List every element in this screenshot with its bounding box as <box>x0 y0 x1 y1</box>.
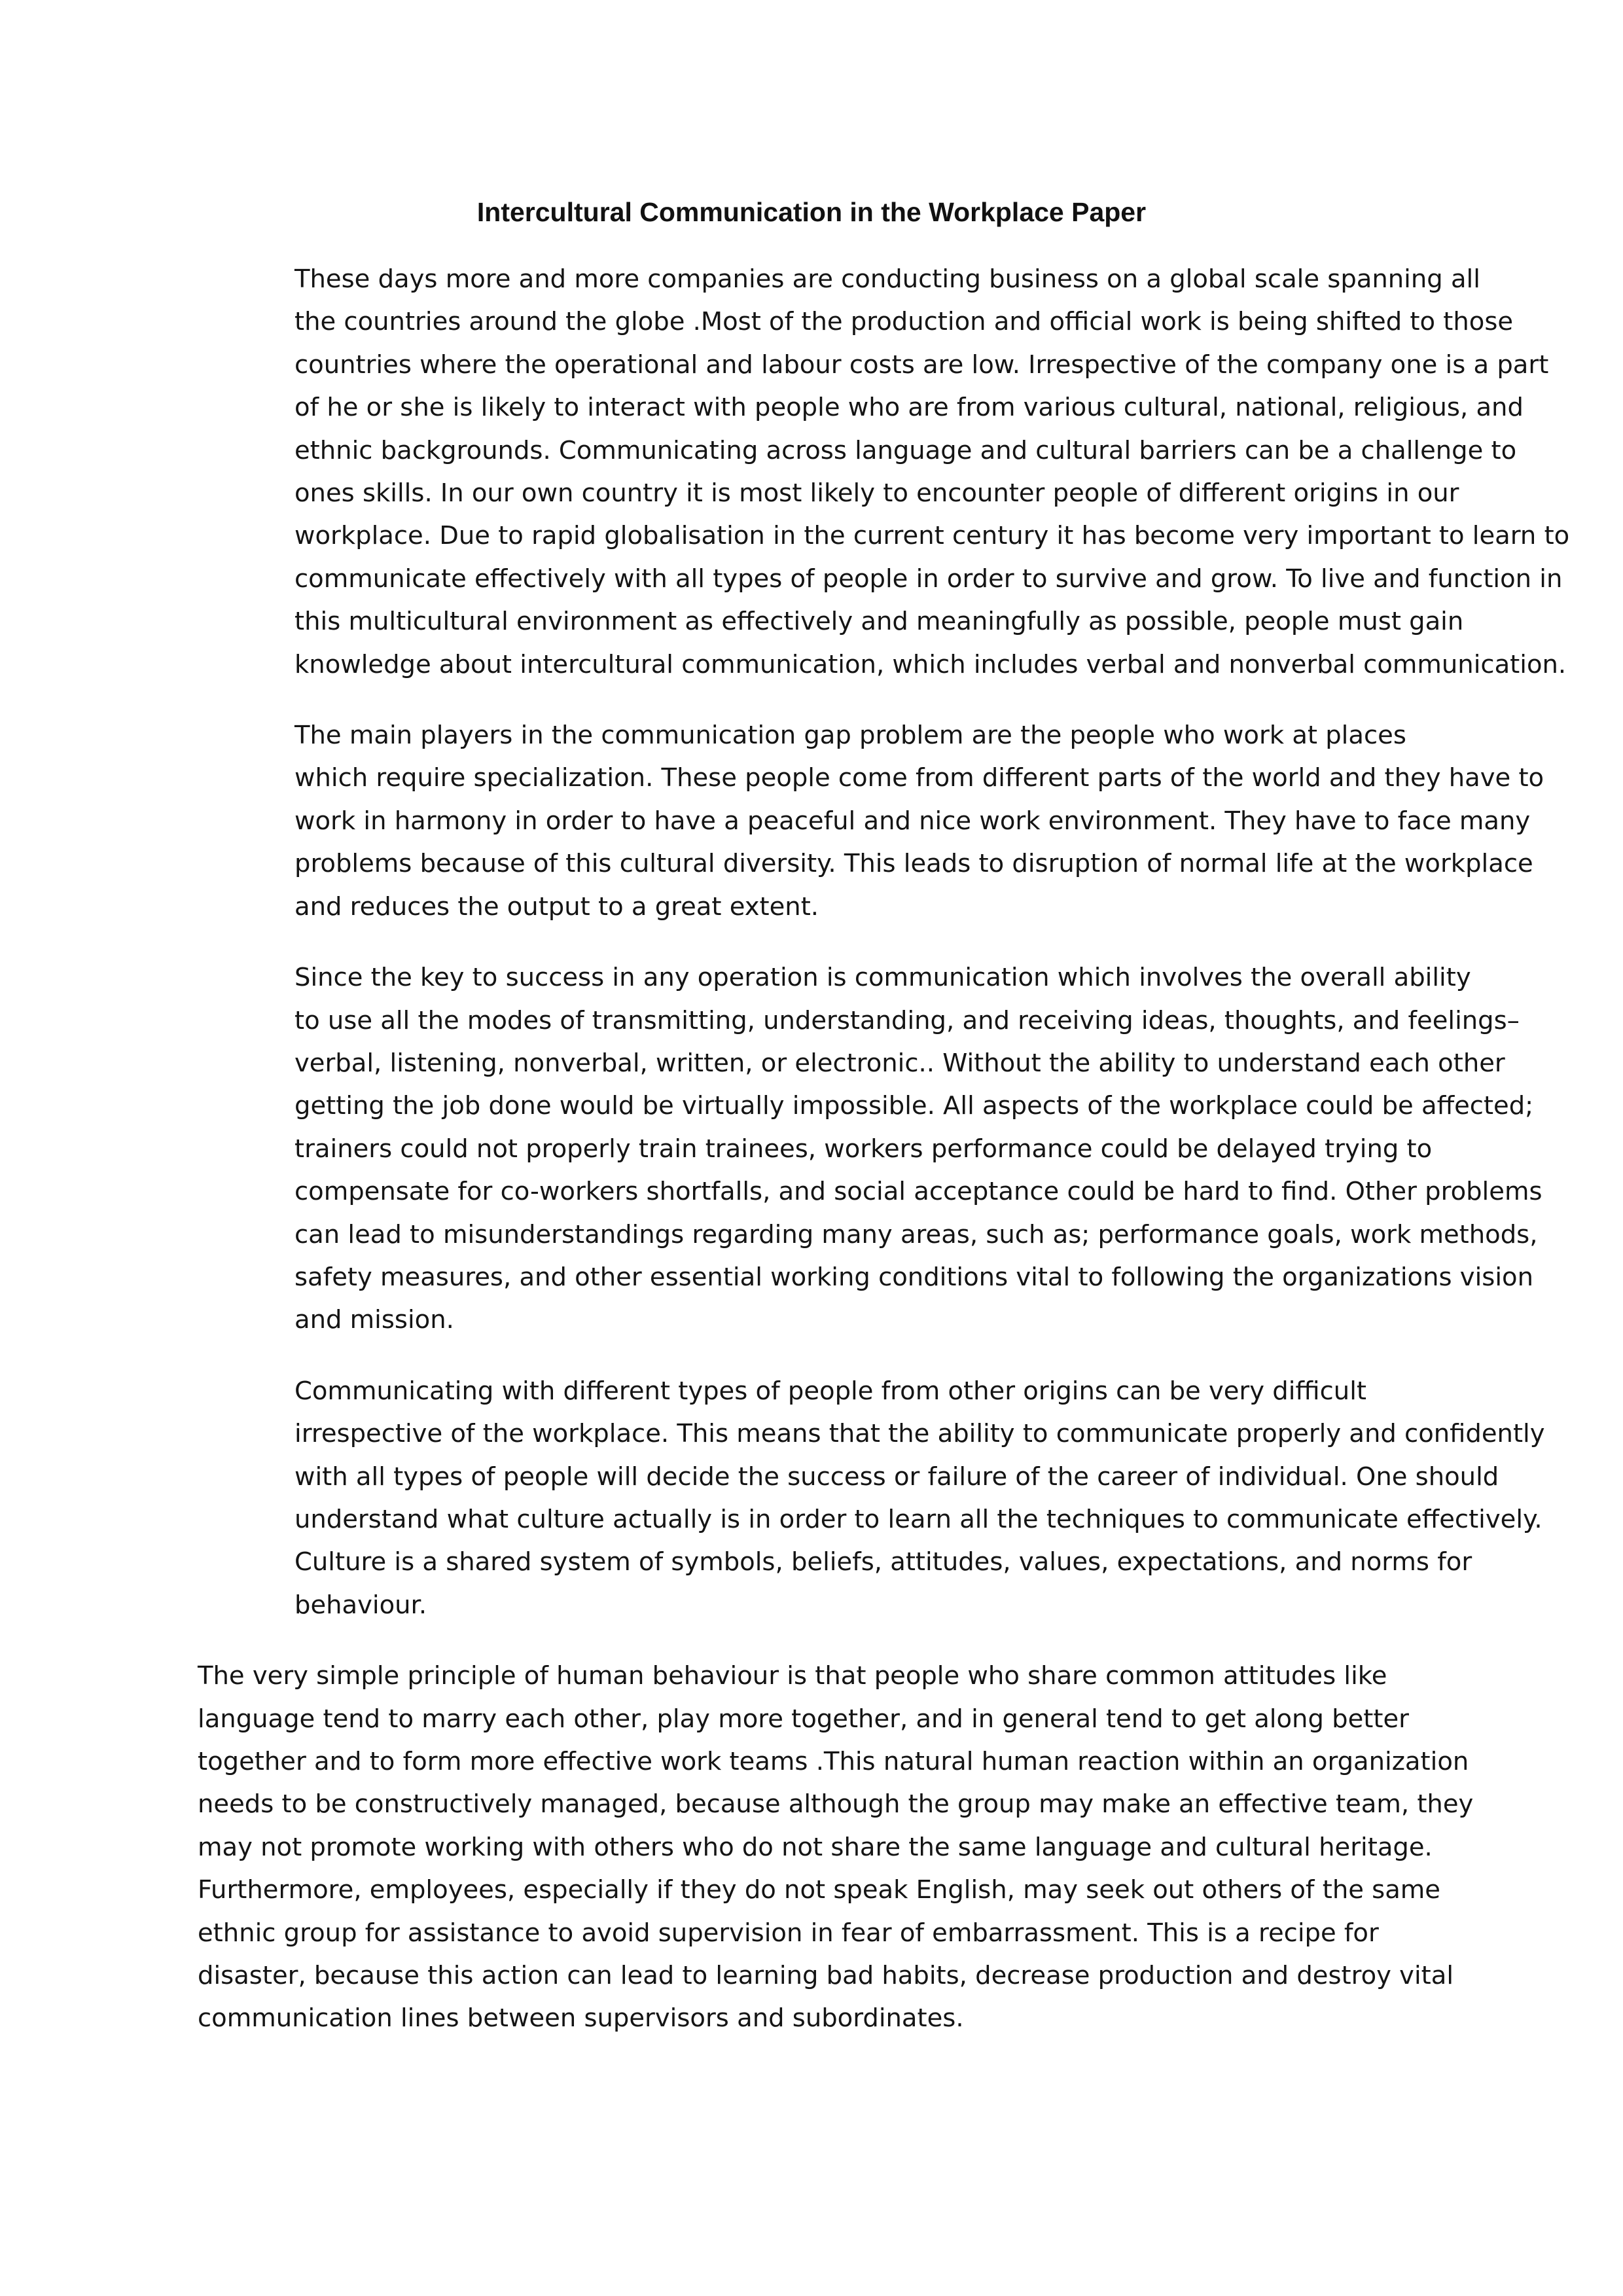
paragraph-line: problems because of this cultural diversity. This leads to disruption of normal life at the workplace <box>294 849 1533 879</box>
paragraph-line: and reduces the output to a great extent. <box>294 891 819 922</box>
paragraph-line: trainers could not properly train trainees, workers performance could be delayed trying to <box>294 1134 1433 1164</box>
paragraph-line: with all types of people will decide the success or failure of the career of individual. One should <box>294 1462 1499 1492</box>
paragraph-line: These days more and more companies are conducting business on a global scale spanning all <box>294 264 1480 294</box>
paragraph-line: communication lines between supervisors and subordinates. <box>198 2003 964 2034</box>
paragraph-line: workplace. Due to rapid globalisation in the current century it has become very important to learn to <box>294 521 1570 551</box>
paragraph-line: behaviour. <box>294 1590 427 1620</box>
paragraph-4 <box>198 1370 1545 1626</box>
paragraph-5 <box>198 1655 1474 2040</box>
paragraph-line: Communicating with different types of people from other origins can be very difficult <box>294 1376 1366 1406</box>
paragraph-line: may not promote working with others who do not share the same language and cultural heritage. <box>198 1832 1433 1862</box>
paragraph-line: together and to form more effective work teams .This natural human reaction within an organization <box>198 1747 1469 1776</box>
document-title: Intercultural Communication in the Workplace Paper <box>476 197 1147 227</box>
paragraph-line: understand what culture actually is in order to learn all the techniques to communicate effectively. <box>294 1504 1543 1534</box>
paragraph-line: communicate effectively with all types of people in order to survive and grow. To live and function in <box>294 564 1563 594</box>
paragraph-1 <box>198 258 1570 686</box>
paragraph-line: and mission. <box>294 1305 454 1335</box>
paragraph-line: language tend to marry each other, play more together, and in general tend to get along better <box>198 1704 1409 1734</box>
paragraph-2 <box>198 714 1544 928</box>
paragraph-line: disaster, because this action can lead to learning bad habits, decrease production and destroy vital <box>198 1961 1454 1991</box>
paragraph-line: Culture is a shared system of symbols, beliefs, attitudes, values, expectations, and norms for <box>294 1547 1472 1577</box>
paragraph-line: ethnic group for assistance to avoid supervision in fear of embarrassment. This is a recipe for <box>198 1918 1379 1948</box>
paragraph-line: compensate for co-workers shortfalls, and social acceptance could be hard to find. Other problems <box>294 1177 1543 1207</box>
paragraph-line: countries where the operational and labour costs are low. Irrespective of the company one is a part <box>294 350 1549 380</box>
paragraph-line: to use all the modes of transmitting, understanding, and receiving ideas, thoughts, and feelings– <box>294 1005 1520 1035</box>
paragraph-line: irrespective of the workplace. This means that the ability to communicate properly and confidently <box>294 1419 1545 1449</box>
paragraph-line: needs to be constructively managed, because although the group may make an effective team, they <box>198 1789 1474 1820</box>
paragraph-line: safety measures, and other essential working conditions vital to following the organizations vision <box>294 1262 1533 1292</box>
paragraph-line: work in harmony in order to have a peaceful and nice work environment. They have to face many <box>294 806 1531 836</box>
paragraph-line: ethnic backgrounds. Communicating across language and cultural barriers can be a challenge to <box>294 435 1517 465</box>
paragraph-line: verbal, listening, nonverbal, written, or electronic.. Without the ability to understand each other <box>294 1048 1505 1078</box>
paragraph-line: of he or she is likely to interact with people who are from various cultural, national, religious, and <box>294 393 1524 423</box>
paragraph-line: knowledge about intercultural communication, which includes verbal and nonverbal communication. <box>294 649 1567 679</box>
paragraph-line: this multicultural environment as effectively and meaningfully as possible, people must gain <box>294 607 1464 637</box>
document-body <box>198 258 1570 2068</box>
paragraph-line: which require specialization. These people come from different parts of the world and they have to <box>294 763 1544 793</box>
paragraph-line: the countries around the globe .Most of the production and official work is being shifted to those <box>294 307 1514 337</box>
paragraph-line: The very simple principle of human behaviour is that people who share common attitudes like <box>198 1661 1387 1691</box>
paragraph-line: Furthermore, employees, especially if they do not speak English, may seek out others of the same <box>198 1875 1440 1905</box>
paragraph-line: can lead to misunderstandings regarding many areas, such as; performance goals, work methods, <box>294 1219 1538 1249</box>
paragraph-line: ones skills. In our own country it is most likely to encounter people of different origins in our <box>294 478 1459 509</box>
paragraph-line: The main players in the communication gap problem are the people who work at places <box>294 721 1406 751</box>
paragraph-3 <box>198 956 1543 1342</box>
paragraph-line: Since the key to success in any operation is communication which involves the overall ability <box>294 963 1471 993</box>
paragraph-line: getting the job done would be virtually impossible. All aspects of the workplace could be affected; <box>294 1091 1534 1121</box>
